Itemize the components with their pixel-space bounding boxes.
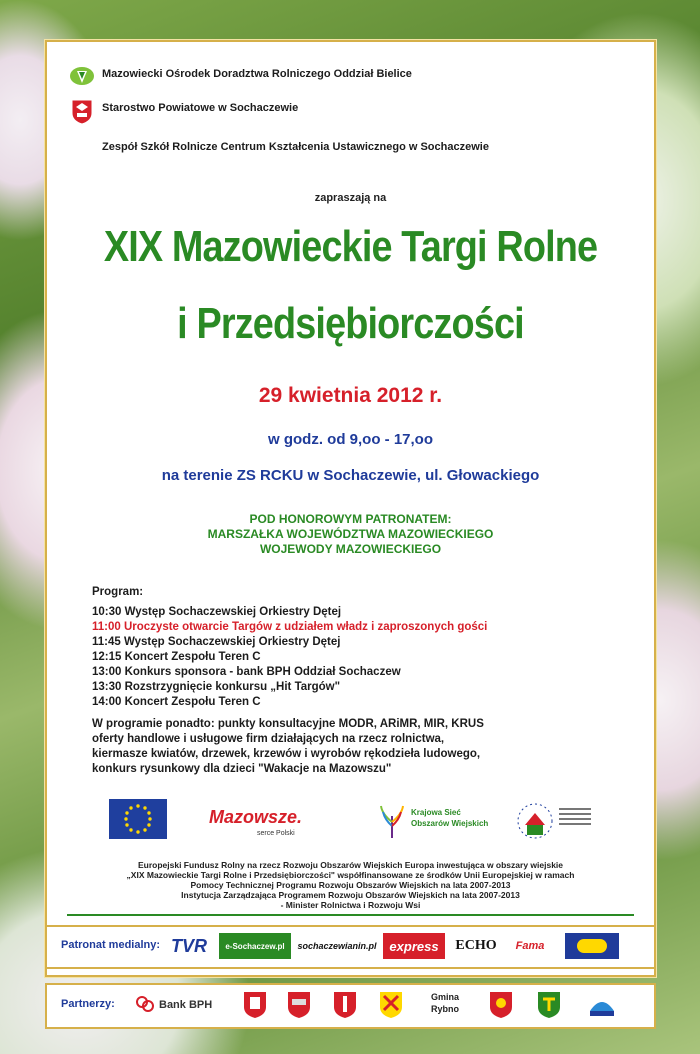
event-hours: w godz. od 9,oo - 17,oo [268,431,433,448]
ksow-line: Obszarów Wiejskich [411,819,489,828]
coat-of-arms-icon [537,991,561,1019]
media-tvr: TVR [171,935,207,956]
program-item: 13:00 Konkurs sponsora - bank BPH Oddział Sochaczew [92,666,401,678]
program-item: 12:15 Koncert Zespołu Teren C [92,651,261,663]
organizer-zs-rcku: Zespół Szkół Rolnicze Centrum Kształcenia Ustawicznego w Sochaczewie [102,141,489,153]
coat-of-arms-icon [333,991,357,1019]
prow-logo-icon [513,799,557,841]
patronage-heading: POD HONOROWYM PATRONATEM: [249,512,452,526]
event-date: 29 kwietnia 2012 r. [258,384,443,407]
eu-flag-icon [109,799,167,839]
poster-panel [45,40,656,977]
funding-line: Instytucja Zarządzająca Programem Rozwoju Obszarów Wiejskich na lata 2007-2013 [181,890,520,900]
mazowsze-logo: Mazowsze. [209,807,303,827]
coat-of-arms-icon [287,991,311,1019]
prow-text-lines [559,805,591,835]
gmina-line: Rybno [431,1004,459,1014]
modr-logo-icon [69,65,95,87]
program-item: 10:30 Występ Sochaczewskiej Orkiestry Dętej [92,606,342,618]
radio-logo-icon [565,933,619,959]
invite-text: zapraszają na [314,192,387,204]
program-item: 14:00 Koncert Zespołu Teren C [92,696,261,708]
extra-line: kiermasze kwiatów, drzewek, krzewów i wyrobów rękodzieła ludowego, [92,748,481,760]
funding-line: „XIX Mazowieckie Targi Rolne i Przedsiębiorczości" współfinansowane ze środków Unii Europejskiej w ramach [126,870,575,880]
program-item: 13:30 Rozstrzygnięcie konkursu „Hit Targów" [92,681,341,693]
media-label: Patronat medialny: [61,939,161,951]
media-e-sochaczew: e-Sochaczew.pl [219,933,291,959]
mazowsze-tagline: serce Polski [257,830,295,837]
program-label: Program: [92,586,144,598]
patronage-voivode: WOJEWODY MAZOWIECKIEGO [259,542,442,556]
media-echo: ECHO [455,938,497,953]
media-fama: Fama [515,940,545,952]
extra-line: oferty handlowe i usługowe firm działających na rzecz rolnictwa, [92,733,445,745]
partner-logo-icon [587,991,617,1019]
starostwo-coat-of-arms-icon [71,99,93,125]
coat-of-arms-icon [489,991,513,1019]
organizer-modr: Mazowiecki Ośrodek Doradztwa Rolniczego Oddział Bielice [102,68,412,80]
event-title-line2: i Przedsiębiorczości [177,299,524,348]
bph-logo-icon [135,993,155,1015]
gmina-line: Gmina [431,992,460,1002]
ksow-line: Krajowa Sieć [411,808,461,817]
funding-notice [47,860,654,910]
ksow-text [411,807,488,829]
radio-wave-icon [577,939,607,953]
organizer-starostwo: Starostwo Powiatowe w Sochaczewie [102,102,299,114]
partners-label: Partnerzy: [61,998,115,1010]
media-patronage-strip [45,925,656,969]
funding-line: Pomocy Technicznej Programu Rozwoju Obszarów Wiejskich na lata 2007-2013 [190,880,511,890]
ksow-logo-icon [377,802,407,840]
media-express: express [383,933,445,959]
media-sochaczewianin: sochaczewianin.pl [297,941,377,951]
event-location: na terenie ZS RCKU w Sochaczewie, ul. Głowackiego [161,467,540,484]
sponsor-logos [47,797,654,847]
coat-of-arms-icon [379,991,403,1019]
program-item: 11:45 Występ Sochaczewskiej Orkiestry Dętej [92,636,341,648]
extra-attractions [92,717,484,777]
divider [67,914,634,916]
partner-gmina-rybno [431,991,459,1015]
funding-line: - Minister Rolnictwa i Rozwoju Wsi [280,900,421,910]
extra-line: W programie ponadto: punkty konsultacyjne MODR, ARiMR, MIR, KRUS [92,718,484,730]
coat-of-arms-icon [243,991,267,1019]
partner-bank-bph: Bank BPH [159,999,213,1011]
extra-line: konkurs rysunkowy dla dzieci "Wakacje na Mazowszu" [92,763,392,775]
program-list [92,605,487,710]
funding-line: Europejski Fundusz Rolny na rzecz Rozwoju Obszarów Wiejskich Europa inwestująca w obszary wiejskie [137,860,564,870]
event-title-line1: XIX Mazowieckie Targi Rolne [103,222,598,271]
program-item-opening: 11:00 Uroczyste otwarcie Targów z udziałem władz i zaproszonych gości [92,621,488,633]
patronage-marshal: MARSZAŁKA WOJEWÓDZTWA MAZOWIECKIEGO [207,527,494,541]
partners-strip [45,983,656,1029]
